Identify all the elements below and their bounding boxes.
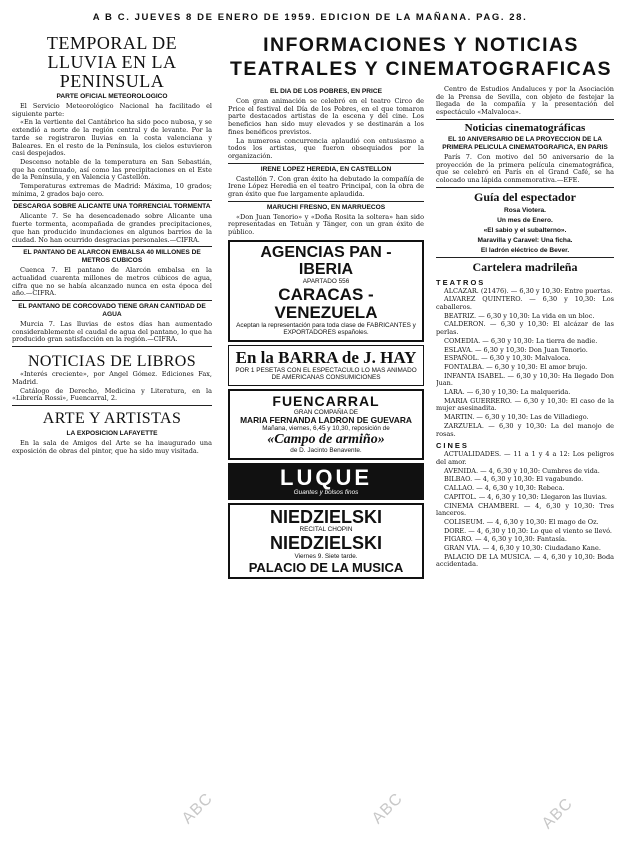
subhead-parte-oficial: PARTE OFICIAL METEOROLOGICO [56,93,168,100]
list-item: LARA. — 6,30 y 10,30: La malquerida. [444,388,571,397]
paragraph: Con gran animación se celebró en el teatro Circo de Price el festival del Día de los Pobres, en el que tomaron parte destacados artistas de la escena y del cine. Los beneficios han sido muy elevados y se destinarán a los fines benéficos previstos. [228,97,424,136]
divider [436,257,614,258]
paragraph: «Don Juan Tenorio» y «Doña Rosita la soltera» han sido representadas en Tetuán y Tánger, con un gran éxito de público. [228,212,424,237]
section-banner [228,33,614,81]
ad-luque [228,463,424,500]
list-item: ACTUALIDADES. — 11 a 1 y 4 a 12: Los peligros del amor. [436,450,614,466]
paragraph: Descenso notable de la temperatura en San Sebastián, que ha continuado, así como las precipitaciones en el Este de la Península, y en Valencia y Castellón. [12,157,212,182]
ad-title: En la BARRA de J. HAY [235,347,417,367]
article-dia-pobres [228,98,424,161]
divider [228,201,424,202]
list-item: FONTALBA. — 6,30 y 10,30: El amor brujo. [444,362,588,371]
paragraph: Temperaturas extremas de Madrid: Máxima, 10 grados; mínima, 2 grados bajo cero. [12,182,212,198]
subhead-dia-pobres: EL DIA DE LOS POBRES, EN PRICE [269,88,383,95]
banner-line-1: INFORMACIONES Y NOTICIAS [263,34,579,56]
ad-text: POR 1 PESETAS CON EL ESPECTACULO LO MAS ANIMADO DE AMERICANAS CONSUMICIONES [235,366,417,382]
list-item: FIGARO. — 4, 6,30 y 10,30: Fantasía. [444,535,567,544]
guia-item: Rosa Viotera. [503,206,547,214]
paragraph: Castellón 7. Con gran éxito ha debutado la compañía de Irene López Heredia en el teatro Principal, con la obra de gran éxito que fue largamente aplaudida. [228,174,424,199]
list-item: BILBAO. — 4, 6,30 y 10,30: El vagabundo. [444,475,584,484]
guia-item: Un mes de Enero. [497,216,553,224]
subhead-irene: IRENE LOPEZ HEREDIA, EN CASTELLON [260,165,392,173]
ad-logo: LUQUE [280,464,372,490]
article-libros [12,371,212,403]
ad-venue: PALACIO DE LA MUSICA [248,559,404,575]
subhead-lafayette: LA EXPOSICION LAFAYETTE [66,429,158,437]
divider [436,119,614,120]
list-item: ESPAÑOL. — 6,30 y 10,30: Malvaloca. [444,354,571,363]
ad-title: NIEDZIELSKI [269,533,382,554]
paragraph: En la sala de Amigos del Arte se ha inaugurado una exposición de obras del pintor, que ha sido muy visitada. [12,438,212,455]
list-item: PALACIO DE LA MUSICA. — 4, 6,30 y 10,30: Boda accidentada. [436,552,614,569]
guia-item: «El sabio y el subalterno». [483,226,567,234]
watermark-stamp: ABC [178,789,217,828]
paragraph: Alicante 7. Se ha desencadenado sobre Alicante una fuerte tormenta, acompañada de grandes precipitaciones, que han producido inundaciones en algunos barrios de la ciudad. No han ocurrido desgracias personales.—CIFRA. [12,212,212,244]
ad-text: Aceptan la representación para toda clase de FABRICANTES y EXPORTADORES españoles. [236,321,416,337]
list-item: ALCAZAR. (21476). — 6,30 y 10,30: Entre puertas. [444,286,613,295]
divider [12,200,212,201]
ad-text: GRAN COMPAÑIA DE [293,408,359,416]
list-item: INFANTA ISABEL. — 6,30 y 10,30: Ha llegado Don Juan. [436,371,614,388]
article-maruchi [228,214,424,237]
list-item: CALLAO. — 4, 6,30 y 10,30: Rebeca. [444,484,565,493]
ad-title: CARACAS - VENEZUELA [274,285,378,322]
column-2 [228,86,424,843]
headline-temporal: TEMPORAL DE LLUVIA EN LA PENINSULA [46,33,178,91]
watermark-stamp: ABC [368,789,407,828]
column-3 [436,86,614,843]
ad-fuencarral [228,389,424,460]
list-item: ALVAREZ QUINTERO. — 6,30 y 10,30: Los caballeros. [436,295,614,312]
list-item: CAPITOL. — 4, 6,30 y 10,30: Llegaron las lluvias. [444,492,607,501]
list-item: AVENIDA. — 4, 6,30 y 10,30: Cumbres de vida. [444,466,600,475]
ad-text: APARTADO 556 [302,278,350,286]
banner-line-2: TEATRALES Y CINEMATOGRAFICAS [230,58,612,80]
running-head: A B C. JUEVES 8 DE ENERO DE 1959. EDICION DE LA MAÑANA. PAG. 28. [92,12,528,23]
watermark-stamp: ABC [538,794,577,833]
section-guia: Guía del espectador [474,189,576,204]
paragraph: El Servicio Meteorológico Nacional ha facilitado el siguiente parte: [12,102,212,118]
subhead-alarcon: EL PANTANO DE ALARCON EMBALSA 40 MILLONES DE METROS CUBICOS [23,249,201,265]
column-1 [12,30,212,842]
section-cine-news: Noticias cinematográficas [464,121,586,134]
divider [436,187,614,188]
ad-barra-hay [228,345,424,386]
teatros-list [436,288,614,439]
teatros-heading: TEATROS [436,277,486,287]
subhead-aniversario: EL 10 ANIVERSARIO DE LA PROYECCION DE LA PRIMERA PELICULA CINEMATOGRAFICA, EN PARIS [442,135,608,151]
divider [12,405,212,406]
ad-text: de D. Jacinto Benavente. [290,447,362,455]
section-cartelera: Cartelera madrileña [472,259,578,274]
paragraph: Murcia 7. Las lluvias de estos días han aumentado considerablemente el caudal de agua del pantano, lo que ha producido gran satisfacción en la región.—CIFRA. [12,320,212,344]
list-item: CALDERON. — 6,30 y 10,30: El alcázar de las perlas. [436,320,614,337]
subhead-corcovado: EL PANTANO DE CORCOVADO TIENE GRAN CANTIDAD DE AGUA [18,303,206,319]
ad-title: AGENCIAS PAN - IBERIA [260,243,392,278]
ad-title: NIEDZIELSKI [269,506,382,527]
cines-list [436,451,614,569]
ad-text: Guantes y bolsos finos [293,489,359,496]
list-item: DORE. — 4, 6,30 y 10,30: Lo que el viento se llevó. [444,526,613,535]
list-item: ESLAVA. — 6,30 y 10,30: Don Juan Tenorio. [444,345,588,354]
ad-niedzielski [228,503,424,580]
paragraph: «Interés creciente», por Angel Gómez. Ediciones Fax, Madrid. [12,370,212,386]
ad-text: RECITAL CHOPIN [299,526,353,534]
article-lafayette [12,440,212,455]
paragraph: «En la vertiente del Cantábrico ha sido poco nubosa, y se extendió a norte de la región central y de levante. Por la tarde se registraron lluvias en la costa valenciana y Baleares. En el resto de la Península, los cielos estuvieron casi despejados. [12,118,212,158]
article-aniversario [436,154,614,185]
article-alarcon [12,267,212,298]
subhead-maruchi: MARUCHI FRESNO, EN MARRUECOS [266,203,386,211]
ad-text: Viernes 9. Siete tarde. [294,552,358,560]
list-item: CINEMA CHAMBERI. — 4, 6,30 y 10,30: Tres lanceros. [436,501,614,518]
divider [12,346,212,347]
list-item: COLISEUM. — 4, 6,30 y 10,30: El mago de Oz. [444,517,599,526]
guia-item: Maravilla y Caravel: Una ficha. [477,236,573,244]
list-item: BEATRIZ. — 6,30 y 10,30: La vida en un bloc. [444,311,595,320]
article-parte-oficial [12,103,212,198]
paragraph: Catálogo de Derecho, Medicina y Literatura, en la «Librería Rossi», Fuencarral, 2. [12,386,212,403]
ad-pan-iberia [228,240,424,342]
list-item: ZARZUELA. — 6,30 y 10,30: La del manojo de rosas. [436,421,614,438]
divider [228,163,424,164]
ad-title: FUENCARRAL [272,392,380,409]
paragraph: Cuenca 7. El pantano de Alarcón embalsa en la actualidad cuarenta millones de metros cúbicos de agua, cifra que no se había alcanzado nunca en esta época del año.—CIFRA. [12,266,212,298]
headline-libros: NOTICIAS DE LIBROS [27,353,197,371]
list-item: MARIA GUERRERO. — 6,30 y 10,30: El caso de la mujer asesinadita. [436,396,614,413]
paragraph: París 7. Con motivo del 50 aniversario de la proyección de la primera película cinematográfica, que se celebró en París en el Grand Café, se ha colocado una lápida conmemorativa.—EFE. [436,152,614,184]
article-irene [228,176,424,199]
list-item: MARTIN. — 6,30 y 10,30: Las de Villadiego. [444,413,589,422]
guia-item: El ladrón eléctrico de Bever. [480,246,570,254]
headline-arte: ARTE Y ARTISTAS [42,409,182,427]
divider [12,300,212,301]
paragraph: La numerosa concurrencia aplaudió con entusiasmo a todos los artistas, que fueron obsequiados por la organización. [228,136,424,160]
ad-text: Mañana, viernes, 6,45 y 10,30, reposición de [262,425,390,433]
article-corcovado [12,321,212,344]
subhead-alicante: DESCARGA SOBRE ALICANTE UNA TORRENCIAL TORMENTA [13,203,211,211]
divider [12,246,212,247]
ad-company: MARIA FERNANDA LADRON DE GUEVARA [240,415,412,426]
cines-heading: CINES [436,441,469,451]
list-item: COMEDIA. — 6,30 y 10,30: La tierra de nadie. [444,336,598,345]
article-continuation [436,86,614,117]
ad-play-title: «Campo de armiño» [267,431,385,447]
paragraph: Centro de Estudios Andaluces y por la Asociación de la Prensa de Sevilla, con objeto de festejar la llegada de la compañía y la presentación del espectáculo «Malvaloca». [436,86,614,117]
article-alicante [12,213,212,244]
list-item: GRAN VIA. — 4, 6,30 y 10,30: Ciudadano Kane. [444,544,601,553]
